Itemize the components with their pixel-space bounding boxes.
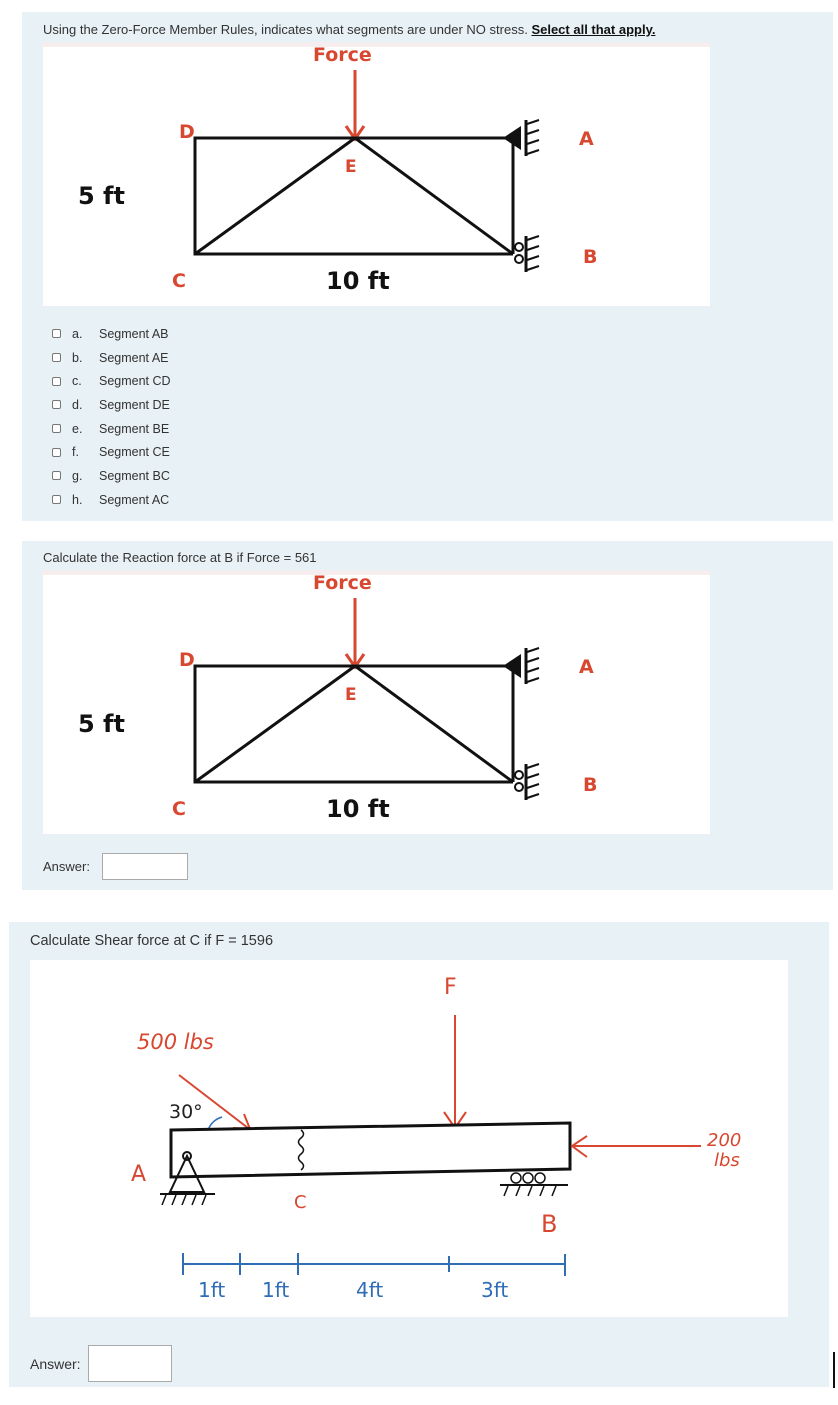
node-d-label: D	[179, 649, 195, 671]
dim-1-label: 1ft	[198, 1278, 226, 1302]
node-d-label: D	[179, 121, 195, 143]
f-label: F	[444, 975, 457, 1000]
node-e-label: E	[345, 685, 357, 705]
question-2-text: Calculate the Reaction force at B if Force = 561	[43, 550, 317, 565]
angle-label: 30°	[169, 1101, 203, 1123]
height-label: 5 ft	[78, 182, 125, 210]
side-load-line1: 200	[707, 1130, 742, 1151]
text-cursor	[833, 1352, 835, 1388]
node-a-label: A	[131, 1162, 147, 1187]
option-g[interactable]: g. Segment BC	[52, 464, 171, 488]
question-2-panel	[22, 541, 833, 890]
option-a[interactable]: a. Segment AB	[52, 322, 171, 346]
dim-3-label: 4ft	[356, 1278, 384, 1302]
option-f-checkbox[interactable]	[52, 448, 61, 457]
force-label: Force	[313, 572, 372, 594]
node-c-label: C	[172, 270, 186, 292]
node-c-label: C	[294, 1192, 307, 1213]
option-c-checkbox[interactable]	[52, 377, 61, 386]
answer-input-3[interactable]	[88, 1345, 172, 1382]
option-c[interactable]: c. Segment CD	[52, 369, 171, 393]
answer-label-2: Answer:	[43, 859, 90, 874]
option-a-checkbox[interactable]	[52, 329, 61, 338]
option-b[interactable]: b. Segment AE	[52, 346, 171, 370]
beam-figure	[30, 960, 788, 1317]
node-b-label: B	[583, 774, 598, 796]
dim-4-label: 3ft	[481, 1278, 509, 1302]
option-h[interactable]: h. Segment AC	[52, 488, 171, 512]
answer-options	[52, 322, 171, 512]
answer-input-2[interactable]	[102, 853, 188, 880]
option-d[interactable]: d. Segment DE	[52, 393, 171, 417]
load-label: 500 lbs	[137, 1030, 214, 1054]
option-b-checkbox[interactable]	[52, 353, 61, 362]
width-label: 10 ft	[326, 267, 390, 295]
height-label: 5 ft	[78, 710, 125, 738]
node-b-label: B	[583, 246, 598, 268]
truss-diagram-2	[43, 570, 710, 834]
node-e-label: E	[345, 157, 357, 177]
truss-figure-2	[43, 570, 710, 834]
dim-2-label: 1ft	[262, 1278, 290, 1302]
option-e-checkbox[interactable]	[52, 424, 61, 433]
answer-label-3: Answer:	[30, 1356, 81, 1372]
question-3-panel	[9, 922, 829, 1387]
truss-figure	[43, 42, 710, 306]
select-all-emphasis: Select all that apply.	[531, 22, 656, 37]
option-h-checkbox[interactable]	[52, 495, 61, 504]
option-d-checkbox[interactable]	[52, 400, 61, 409]
option-g-checkbox[interactable]	[52, 471, 61, 480]
question-1-panel	[22, 12, 833, 521]
option-f[interactable]: f. Segment CE	[52, 440, 171, 464]
truss-diagram	[43, 42, 710, 306]
node-a-label: A	[579, 656, 594, 678]
option-e[interactable]: e. Segment BE	[52, 417, 171, 441]
question-1-text: Using the Zero-Force Member Rules, indicates what segments are under NO stress. Select all that apply.	[43, 22, 656, 37]
side-load-line2: lbs	[714, 1150, 740, 1171]
beam-diagram	[30, 960, 788, 1317]
question-3-text: Calculate Shear force at C if F = 1596	[30, 933, 274, 949]
node-b-label: B	[541, 1210, 558, 1238]
node-a-label: A	[579, 128, 594, 150]
node-c-label: C	[172, 798, 186, 820]
width-label: 10 ft	[326, 795, 390, 823]
force-label: Force	[313, 44, 372, 66]
